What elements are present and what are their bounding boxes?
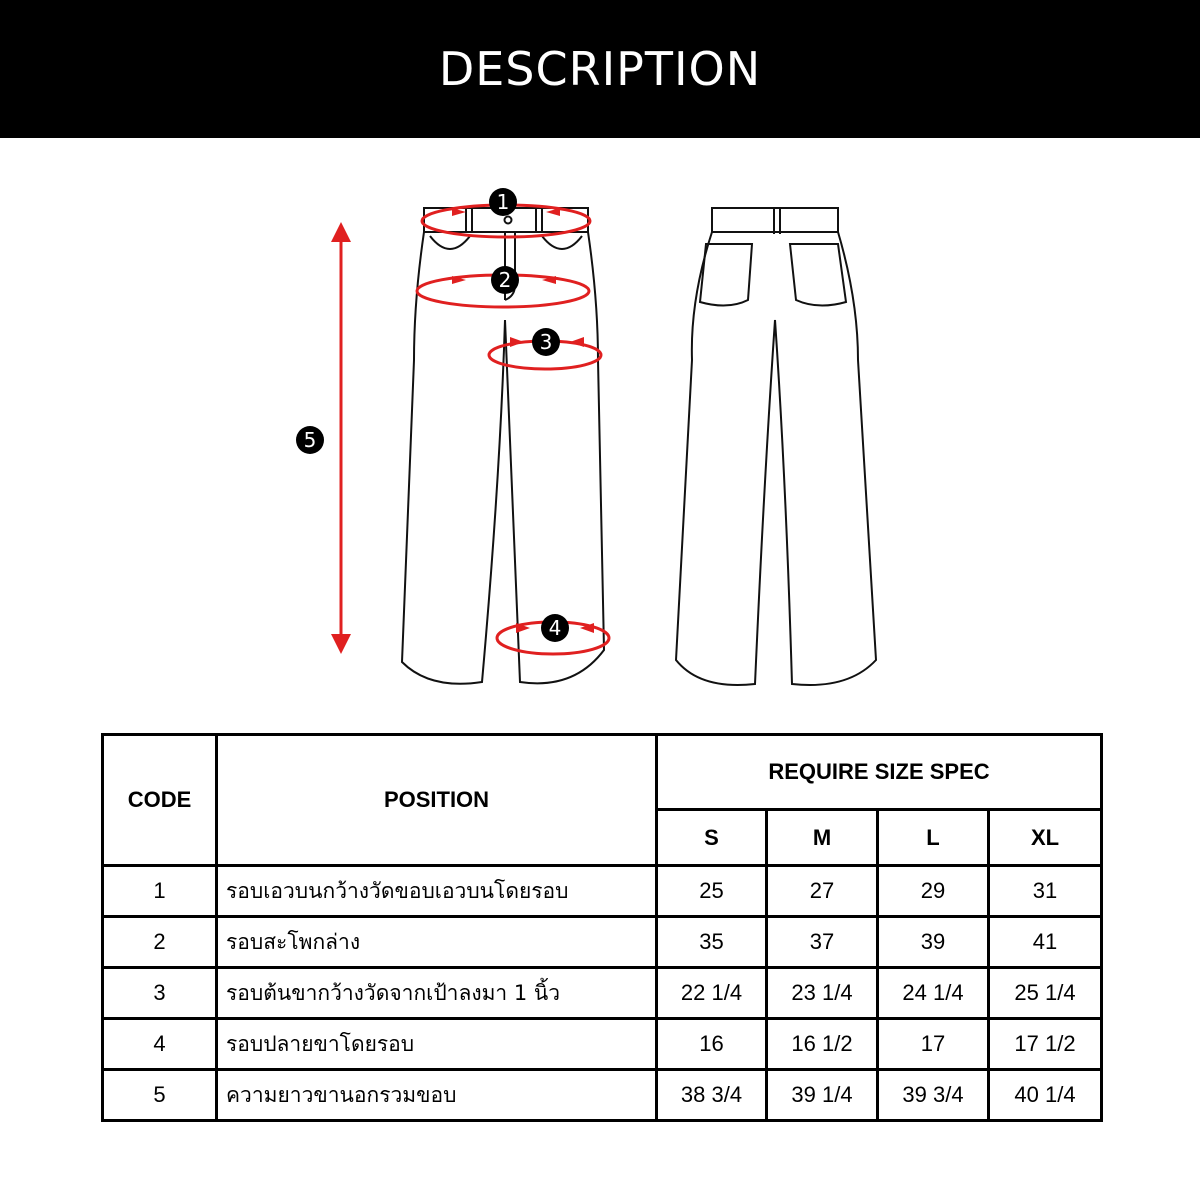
row-code: 2: [103, 917, 217, 968]
pants-back-outline-icon: [676, 208, 876, 685]
row-code: 1: [103, 866, 217, 917]
table-row: [103, 866, 1102, 917]
row-position: รอบต้นขากว้างวัดจากเป้าลงมา 1 นิ้ว: [217, 968, 657, 1019]
row-code: 4: [103, 1019, 217, 1070]
row-position: รอบเอวบนกว้างวัดขอบเอวบนโดยรอบ: [217, 866, 657, 917]
row-value-l: 39 3/4: [878, 1070, 989, 1121]
row-value-s: 35: [657, 917, 767, 968]
marker-4-label: 4: [548, 616, 562, 640]
row-value-l: 17: [878, 1019, 989, 1070]
row-value-xl: 40 1/4: [989, 1070, 1102, 1121]
table-row: [103, 968, 1102, 1019]
size-spec-table: [101, 733, 1103, 1122]
marker-5: [296, 426, 324, 454]
row-code: 5: [103, 1070, 217, 1121]
row-value-xl: 31: [989, 866, 1102, 917]
row-value-l: 24 1/4: [878, 968, 989, 1019]
marker-3-label: 3: [539, 330, 553, 354]
marker-2: [491, 266, 519, 294]
row-position: รอบสะโพกล่าง: [217, 917, 657, 968]
size-spec-header: REQUIRE SIZE SPEC: [657, 735, 1102, 810]
marker-1: [489, 188, 517, 216]
row-position: รอบปลายขาโดยรอบ: [217, 1019, 657, 1070]
row-value-m: 37: [767, 917, 878, 968]
row-value-xl: 25 1/4: [989, 968, 1102, 1019]
marker-1-label: 1: [496, 190, 510, 214]
length-measure: [331, 222, 351, 654]
row-value-m: 23 1/4: [767, 968, 878, 1019]
row-value-xl: 17 1/2: [989, 1019, 1102, 1070]
row-value-s: 25: [657, 866, 767, 917]
size-header-l: L: [878, 810, 989, 866]
row-value-l: 29: [878, 866, 989, 917]
code-header: CODE: [103, 735, 217, 866]
row-value-xl: 41: [989, 917, 1102, 968]
marker-5-label: 5: [303, 428, 317, 452]
size-header-m: M: [767, 810, 878, 866]
description-banner: [0, 0, 1200, 138]
table-row: [103, 1070, 1102, 1121]
row-value-s: 16: [657, 1019, 767, 1070]
row-value-l: 39: [878, 917, 989, 968]
row-value-m: 39 1/4: [767, 1070, 878, 1121]
position-header: POSITION: [217, 735, 657, 866]
marker-4: [541, 614, 569, 642]
row-position: ความยาวขานอกรวมขอบ: [217, 1070, 657, 1121]
row-value-s: 22 1/4: [657, 968, 767, 1019]
size-header-s: S: [657, 810, 767, 866]
measurement-diagram: [0, 138, 1200, 718]
marker-2-label: 2: [498, 268, 512, 292]
page-title: DESCRIPTION: [438, 42, 762, 96]
diagram-svg: [0, 138, 1200, 718]
marker-3: [532, 328, 560, 356]
table-row: [103, 917, 1102, 968]
row-code: 3: [103, 968, 217, 1019]
row-value-m: 27: [767, 866, 878, 917]
row-value-m: 16 1/2: [767, 1019, 878, 1070]
row-value-s: 38 3/4: [657, 1070, 767, 1121]
size-header-xl: XL: [989, 810, 1102, 866]
table-row: [103, 1019, 1102, 1070]
